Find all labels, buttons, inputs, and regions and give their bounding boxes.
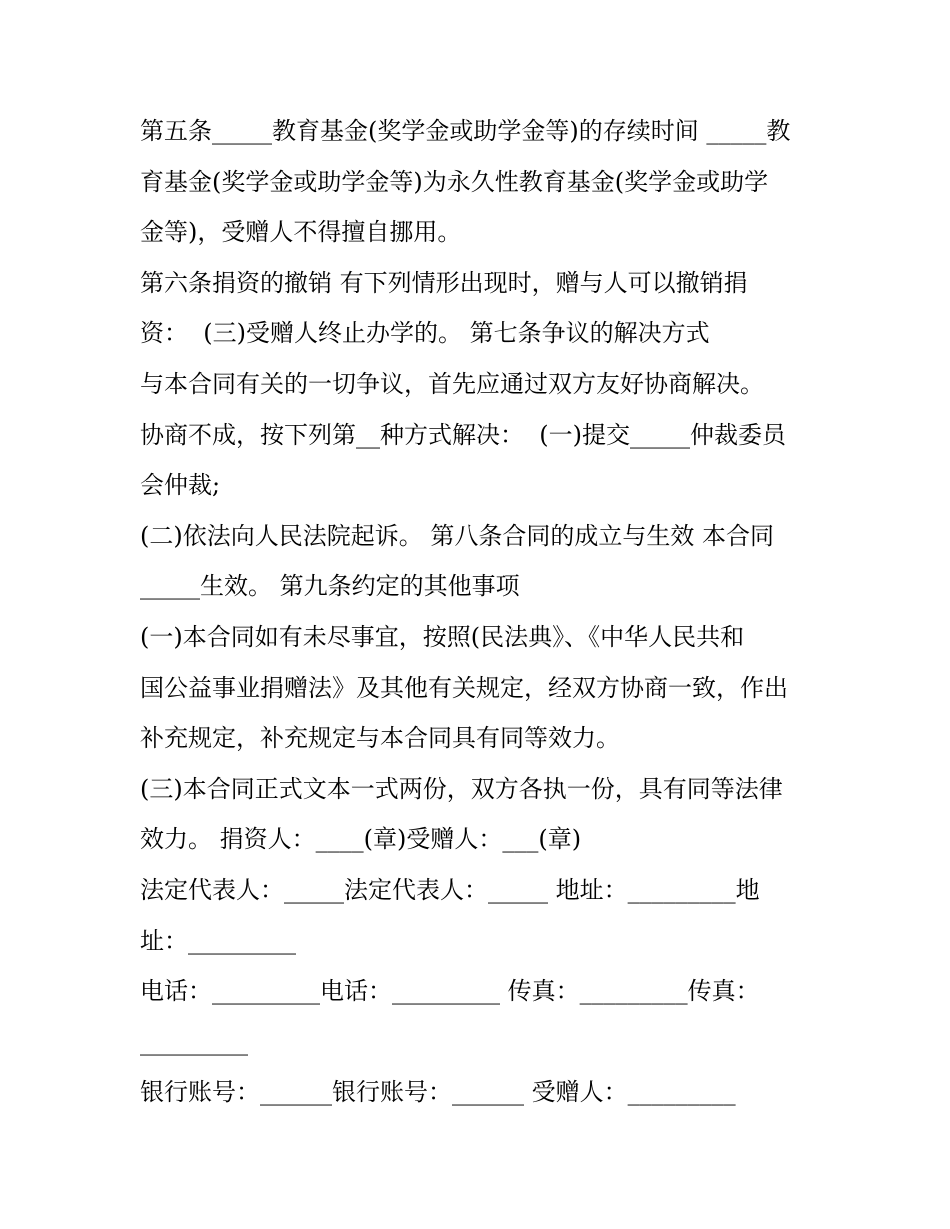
- text-line-18: 电话：_________电话：_________ 传真：_________传真：: [140, 977, 760, 1006]
- text-line-8: 会仲裁;: [140, 471, 221, 500]
- text-line-12: 国公益事业捐赠法》及其他有关规定，经双方协商一致，作出: [140, 673, 788, 702]
- text-line-15: 效力。 捐资人：____(章)受赠人：___(章): [140, 825, 582, 854]
- text-line-13: 补充规定，补充规定与本合同具有同等效力。: [140, 724, 620, 753]
- contract-body: [140, 106, 820, 1118]
- text-line-7: 协商不成，按下列第__种方式解决： (一)提交_____仲裁委员: [140, 420, 786, 449]
- text-line-19: _________: [140, 1027, 248, 1056]
- text-line-16: 法定代表人：_____法定代表人：_____ 地址：_________地: [140, 875, 760, 904]
- text-line-11: (一)本合同如有未尽事宜，按照(民法典》、《中华人民共和: [140, 622, 745, 651]
- text-line-14: (三)本合同正式文本一式两份，双方各执一份，具有同等法律: [140, 774, 783, 803]
- text-line-10: _____生效。 第九条约定的其他事项: [140, 572, 520, 601]
- text-line-17: 址：_________: [140, 926, 296, 955]
- text-line-6: 与本合同有关的一切争议，首先应通过双方友好协商解决。: [140, 369, 764, 398]
- text-line-1: 第五条_____教育基金(奖学金或助学金等)的存续时间 _____教: [140, 117, 791, 145]
- text-line-4: 第六条捐资的撤销 有下列情形出现时，赠与人可以撤销捐: [140, 268, 748, 297]
- text-line-2: 育基金(奖学金或助学金等)为永久性教育基金(奖学金或助学: [140, 167, 769, 196]
- text-line-5: 资： (三)受赠人终止办学的。 第七条争议的解决方式: [140, 319, 710, 348]
- text-line-3: 金等)，受赠人不得擅自挪用。: [140, 218, 462, 247]
- text-line-20: 银行账号：______银行账号：______ 受赠人：_________: [140, 1078, 736, 1107]
- text-line-9: (二)依法向人民法院起诉。 第八条合同的成立与生效 本合同: [140, 521, 774, 550]
